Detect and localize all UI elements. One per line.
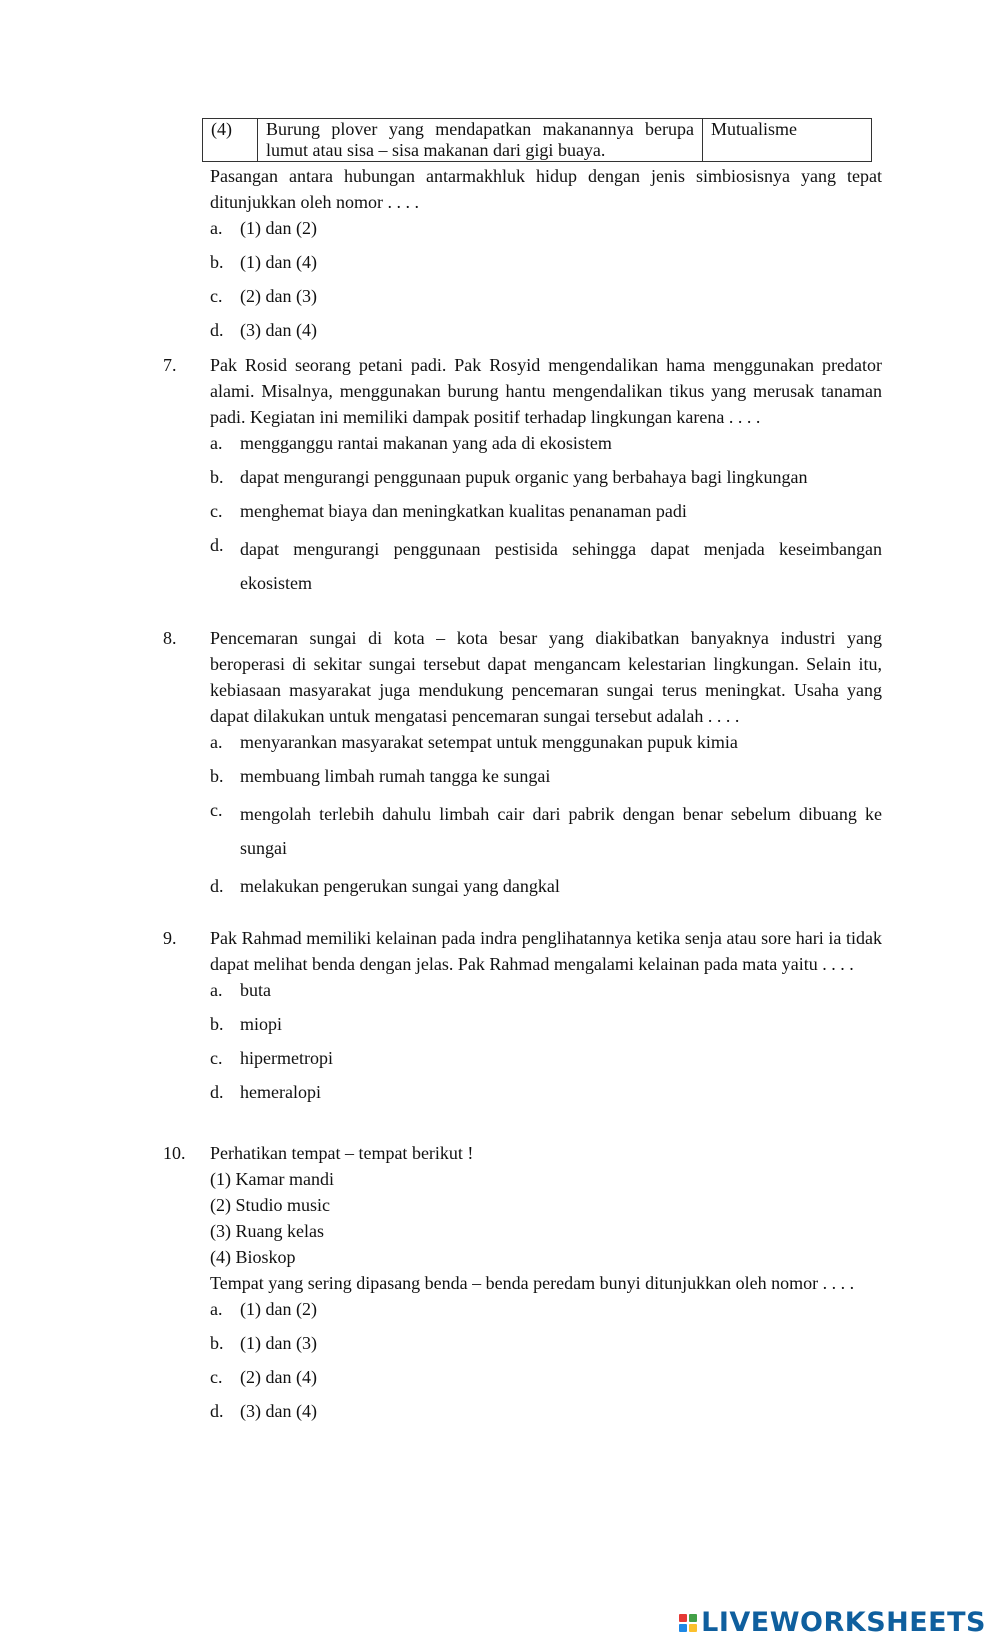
- question-9: [163, 925, 882, 1105]
- option-a[interactable]: [210, 729, 882, 755]
- option-text: miopi: [240, 1014, 283, 1034]
- option-b[interactable]: [210, 1011, 882, 1037]
- question-10-options: [210, 1296, 882, 1424]
- list-item: (3) Ruang kelas: [210, 1221, 324, 1241]
- option-d[interactable]: [210, 317, 882, 343]
- option-text: (3) dan (4): [240, 320, 317, 340]
- option-text: melakukan pengerukan sungai yang dangkal: [240, 876, 560, 896]
- question-number: 7.: [163, 355, 177, 375]
- question-9-options: [210, 977, 882, 1105]
- option-d[interactable]: [210, 532, 882, 600]
- option-text: hemeralopi: [240, 1082, 321, 1102]
- option-a[interactable]: [210, 430, 882, 456]
- option-letter: c.: [210, 501, 223, 521]
- logo-square: [679, 1614, 687, 1622]
- option-letter: b.: [210, 252, 224, 272]
- liveworksheets-logo-icon: [679, 1614, 697, 1632]
- option-text: membuang limbah rumah tangga ke sungai: [240, 766, 551, 786]
- option-d[interactable]: [210, 1398, 882, 1424]
- option-text: (2) dan (4): [240, 1367, 317, 1387]
- option-text: mengolah terlebih dahulu limbah cair dari pabrik dengan benar sebelum dibuang ke sungai: [240, 804, 882, 858]
- question-stem: Pak Rosid seorang petani padi. Pak Rosyid mengendalikan hama menggunakan predator alami. Misalnya, menggunakan burung hantu mengendalikan tikus yang merusak tanaman padi. Kegiatan ini memiliki dampak positif terhadap lingkungan karena . . . .: [210, 355, 882, 427]
- option-c[interactable]: [210, 1045, 882, 1071]
- option-a[interactable]: [210, 215, 882, 241]
- option-a[interactable]: [210, 1296, 882, 1322]
- question-7-options: [210, 430, 882, 600]
- question-stem: Pencemaran sungai di kota – kota besar yang diakibatkan banyaknya industri yang beroperasi di sekitar sungai tersebut dapat mengancam kelestarian lingkungan. Selain itu, kebiasaan masyarakat juga mendukung pencemaran sungai terus meningkat. Usaha yang dapat dilakukan untuk mengatasi pencemaran sungai tersebut adalah . . . .: [210, 628, 882, 726]
- option-text: dapat mengurangi penggunaan pestisida sehingga dapat menjada keseimbangan ekosistem: [240, 539, 882, 593]
- option-letter: c.: [210, 286, 223, 306]
- option-a[interactable]: [210, 977, 882, 1003]
- option-letter: d.: [210, 1082, 224, 1102]
- option-text: dapat mengurangi penggunaan pupuk organic yang berbahaya bagi lingkungan: [240, 467, 808, 487]
- table-row-number: (4): [203, 119, 258, 162]
- list-item: (1) Kamar mandi: [210, 1169, 334, 1189]
- option-letter: c.: [210, 800, 223, 820]
- question-8: [163, 625, 882, 899]
- option-text: (1) dan (2): [240, 218, 317, 238]
- option-letter: b.: [210, 1014, 224, 1034]
- symbiosis-table: [202, 118, 872, 162]
- option-letter: d.: [210, 1401, 224, 1421]
- option-letter: d.: [210, 535, 224, 555]
- logo-square: [689, 1614, 697, 1622]
- option-text: hipermetropi: [240, 1048, 333, 1068]
- question-stem: Tempat yang sering dipasang benda – benda peredam bunyi ditunjukkan oleh nomor . . . .: [210, 1273, 855, 1293]
- option-b[interactable]: [210, 249, 882, 275]
- option-letter: a.: [210, 980, 223, 1000]
- option-letter: c.: [210, 1048, 223, 1068]
- logo-square: [679, 1624, 687, 1632]
- option-c[interactable]: [210, 283, 882, 309]
- table-row-symbiosis: Mutualisme: [703, 119, 872, 162]
- question-number: 10.: [163, 1143, 186, 1163]
- option-d[interactable]: [210, 1079, 882, 1105]
- option-c[interactable]: [210, 1364, 882, 1390]
- option-letter: c.: [210, 1367, 223, 1387]
- list-item: (4) Bioskop: [210, 1247, 296, 1267]
- option-text: buta: [240, 980, 271, 1000]
- option-text: menyarankan masyarakat setempat untuk menggunakan pupuk kimia: [240, 732, 738, 752]
- option-letter: d.: [210, 320, 224, 340]
- option-d[interactable]: [210, 873, 882, 899]
- option-b[interactable]: [210, 763, 882, 789]
- question-6-stem: Pasangan antara hubungan antarmakhluk hidup dengan jenis simbiosisnya yang tepat ditunjukkan oleh nomor . . . .: [210, 166, 882, 212]
- option-b[interactable]: [210, 1330, 882, 1356]
- option-text: mengganggu rantai makanan yang ada di ekosistem: [240, 433, 612, 453]
- option-letter: b.: [210, 467, 224, 487]
- option-text: (1) dan (4): [240, 252, 317, 272]
- option-text: (1) dan (3): [240, 1333, 317, 1353]
- option-letter: d.: [210, 876, 224, 896]
- option-letter: b.: [210, 766, 224, 786]
- option-text: menghemat biaya dan meningkatkan kualitas penanaman padi: [240, 501, 687, 521]
- option-c[interactable]: [210, 498, 882, 524]
- question-number: 9.: [163, 928, 177, 948]
- watermark-text: LIVEWORKSHEETS: [701, 1607, 986, 1638]
- question-6-tail: [210, 163, 882, 343]
- option-b[interactable]: [210, 464, 882, 490]
- question-8-options: [210, 729, 882, 899]
- table-row-description: Burung plover yang mendapatkan makanannya berupa lumut atau sisa – sisa makanan dari gigi buaya.: [258, 119, 703, 162]
- option-text: (1) dan (2): [240, 1299, 317, 1319]
- logo-square: [689, 1624, 697, 1632]
- option-letter: a.: [210, 732, 223, 752]
- liveworksheets-watermark: [679, 1607, 986, 1638]
- option-letter: a.: [210, 1299, 223, 1319]
- question-number: 8.: [163, 628, 177, 648]
- question-10: [163, 1140, 882, 1424]
- question-7: [163, 352, 882, 600]
- table-row: [203, 119, 872, 162]
- list-item: (2) Studio music: [210, 1195, 330, 1215]
- question-intro: Perhatikan tempat – tempat berikut !: [210, 1143, 474, 1163]
- option-text: (2) dan (3): [240, 286, 317, 306]
- option-letter: a.: [210, 433, 223, 453]
- question-stem: Pak Rahmad memiliki kelainan pada indra penglihatannya ketika senja atau sore hari ia tidak dapat melihat benda dengan jelas. Pak Rahmad mengalami kelainan pada mata yaitu . . . .: [210, 928, 882, 974]
- option-text: (3) dan (4): [240, 1401, 317, 1421]
- option-letter: a.: [210, 218, 223, 238]
- option-letter: b.: [210, 1333, 224, 1353]
- question-6-options: [210, 215, 882, 343]
- option-c[interactable]: [210, 797, 882, 865]
- places-list: [210, 1166, 882, 1270]
